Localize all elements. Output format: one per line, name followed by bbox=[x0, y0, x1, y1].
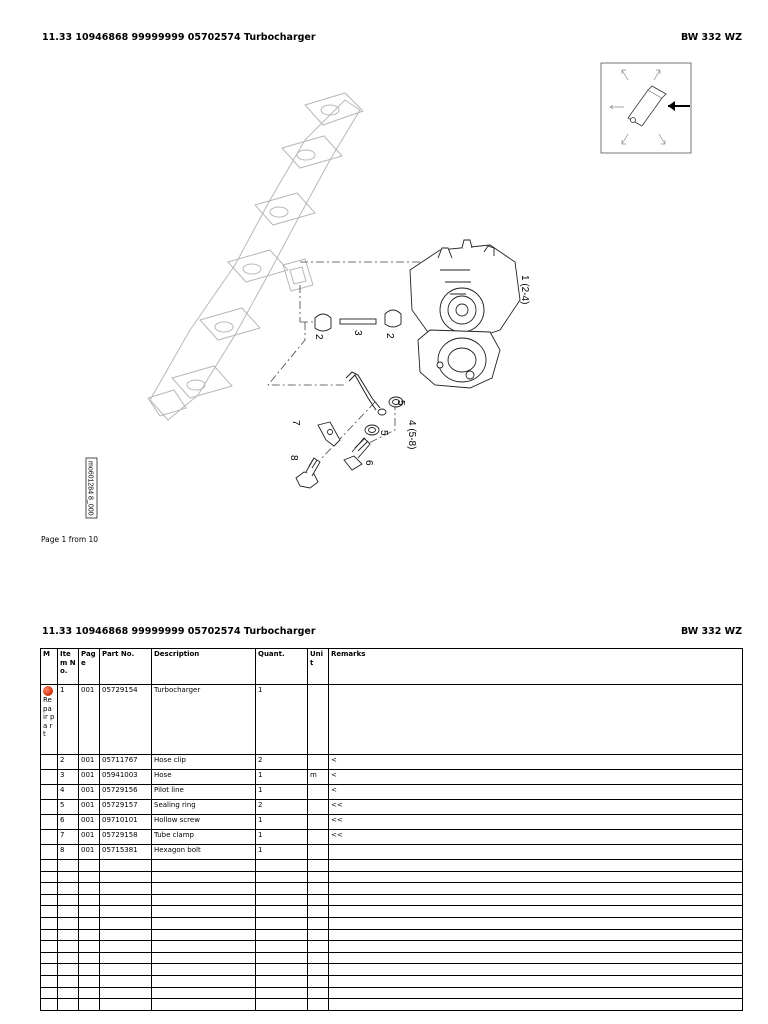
empty-cell bbox=[152, 871, 256, 883]
description-cell: Hose bbox=[152, 770, 256, 785]
empty-cell bbox=[152, 999, 256, 1011]
description-cell: Hose clip bbox=[152, 755, 256, 770]
hexagon-bolt-part bbox=[296, 458, 320, 488]
callout-label: 4 (5-8) bbox=[406, 420, 417, 450]
empty-cell bbox=[41, 941, 58, 953]
empty-cell bbox=[256, 964, 308, 976]
empty-cell bbox=[79, 941, 100, 953]
empty-cell bbox=[152, 883, 256, 895]
unit-cell: m bbox=[308, 770, 329, 785]
empty-cell bbox=[329, 987, 743, 999]
callout-label: 7 bbox=[290, 420, 301, 426]
description-cell: Turbocharger bbox=[152, 685, 256, 755]
empty-cell bbox=[58, 883, 79, 895]
unit-cell bbox=[308, 685, 329, 755]
drawing-id bbox=[86, 458, 97, 518]
empty-cell bbox=[79, 929, 100, 941]
header-title: 11.33 10946868 99999999 05702574 Turbocharger bbox=[42, 626, 316, 637]
empty-cell bbox=[58, 999, 79, 1011]
m-cell bbox=[41, 770, 58, 785]
empty-table-row bbox=[41, 894, 743, 906]
part-no-cell: 05941003 bbox=[100, 770, 152, 785]
column-header: Uni t bbox=[308, 649, 329, 685]
empty-cell bbox=[308, 917, 329, 929]
empty-cell bbox=[58, 906, 79, 918]
empty-cell bbox=[100, 929, 152, 941]
empty-cell bbox=[256, 941, 308, 953]
m-cell bbox=[41, 845, 58, 860]
empty-table-row bbox=[41, 999, 743, 1011]
empty-cell bbox=[79, 860, 100, 872]
m-cell bbox=[41, 785, 58, 800]
empty-cell bbox=[58, 987, 79, 999]
empty-table-row bbox=[41, 964, 743, 976]
empty-cell bbox=[256, 871, 308, 883]
empty-cell bbox=[41, 883, 58, 895]
item-cell: 8 bbox=[58, 845, 79, 860]
page-cell: 001 bbox=[79, 800, 100, 815]
empty-cell bbox=[41, 871, 58, 883]
empty-cell bbox=[329, 975, 743, 987]
empty-cell bbox=[79, 987, 100, 999]
header-model: BW 332 WZ bbox=[680, 32, 742, 43]
empty-cell bbox=[100, 975, 152, 987]
item-cell: 7 bbox=[58, 830, 79, 845]
empty-cell bbox=[152, 860, 256, 872]
callout-label: 6 bbox=[363, 460, 374, 466]
part-no-cell: 05729154 bbox=[100, 685, 152, 755]
empty-cell bbox=[308, 952, 329, 964]
quantity-cell: 2 bbox=[256, 800, 308, 815]
empty-cell bbox=[308, 871, 329, 883]
unit-cell bbox=[308, 830, 329, 845]
parts-table bbox=[40, 648, 743, 1011]
empty-cell bbox=[58, 871, 79, 883]
page-cell: 001 bbox=[79, 755, 100, 770]
page-cell: 001 bbox=[79, 830, 100, 845]
page-cell: 001 bbox=[79, 785, 100, 800]
remarks-cell: << bbox=[329, 800, 743, 815]
table-row bbox=[41, 770, 743, 785]
empty-cell bbox=[256, 975, 308, 987]
empty-cell bbox=[41, 917, 58, 929]
empty-cell bbox=[100, 941, 152, 953]
empty-cell bbox=[41, 906, 58, 918]
item-cell: 3 bbox=[58, 770, 79, 785]
description-cell: Sealing ring bbox=[152, 800, 256, 815]
page-header bbox=[42, 626, 742, 640]
description-cell: Hollow screw bbox=[152, 815, 256, 830]
empty-cell bbox=[308, 929, 329, 941]
empty-cell bbox=[152, 894, 256, 906]
unit-cell bbox=[308, 845, 329, 860]
unit-cell bbox=[308, 800, 329, 815]
callout-label: 8 bbox=[288, 455, 299, 461]
empty-cell bbox=[152, 906, 256, 918]
empty-cell bbox=[100, 894, 152, 906]
description-cell: Pilot line bbox=[152, 785, 256, 800]
empty-cell bbox=[308, 883, 329, 895]
empty-cell bbox=[41, 894, 58, 906]
empty-cell bbox=[58, 975, 79, 987]
description-cell: Hexagon bolt bbox=[152, 845, 256, 860]
quantity-cell: 1 bbox=[256, 830, 308, 845]
empty-cell bbox=[100, 999, 152, 1011]
page-footer: Page 1 from 10 bbox=[41, 535, 99, 544]
page-cell: 001 bbox=[79, 770, 100, 785]
turbocharger-part bbox=[410, 240, 520, 388]
column-header: Description bbox=[152, 649, 256, 685]
table-row bbox=[41, 685, 743, 755]
empty-cell bbox=[308, 941, 329, 953]
empty-cell bbox=[152, 952, 256, 964]
empty-cell bbox=[100, 906, 152, 918]
empty-cell bbox=[256, 917, 308, 929]
quantity-cell: 2 bbox=[256, 755, 308, 770]
quantity-cell: 1 bbox=[256, 685, 308, 755]
pilot-line-part bbox=[346, 372, 380, 410]
table-row bbox=[41, 815, 743, 830]
assembly-lines bbox=[268, 262, 430, 460]
table-header-row bbox=[41, 649, 743, 685]
empty-cell bbox=[329, 906, 743, 918]
empty-cell bbox=[308, 975, 329, 987]
callout-label: 5 bbox=[378, 430, 389, 436]
m-cell bbox=[41, 755, 58, 770]
empty-rows bbox=[41, 860, 743, 1011]
empty-cell bbox=[329, 917, 743, 929]
empty-cell bbox=[58, 929, 79, 941]
empty-cell bbox=[329, 883, 743, 895]
column-header: Part No. bbox=[100, 649, 152, 685]
remarks-cell bbox=[329, 685, 743, 755]
part-no-cell: 05729157 bbox=[100, 800, 152, 815]
empty-cell bbox=[308, 999, 329, 1011]
page-cell: 001 bbox=[79, 845, 100, 860]
empty-cell bbox=[152, 987, 256, 999]
table-row bbox=[41, 800, 743, 815]
empty-cell bbox=[41, 975, 58, 987]
item-cell: 2 bbox=[58, 755, 79, 770]
callout-label: 1 (2-4) bbox=[519, 275, 530, 305]
empty-table-row bbox=[41, 941, 743, 953]
empty-cell bbox=[79, 964, 100, 976]
empty-table-row bbox=[41, 929, 743, 941]
empty-cell bbox=[329, 999, 743, 1011]
empty-cell bbox=[308, 860, 329, 872]
description-cell: Tube clamp bbox=[152, 830, 256, 845]
repair-part-label: Re pa ir pa rt bbox=[43, 696, 55, 738]
table-row bbox=[41, 845, 743, 860]
header-model: BW 332 WZ bbox=[680, 626, 742, 637]
empty-cell bbox=[329, 929, 743, 941]
empty-cell bbox=[79, 906, 100, 918]
empty-cell bbox=[329, 964, 743, 976]
callout-label: 2 bbox=[384, 333, 395, 339]
quantity-cell: 1 bbox=[256, 785, 308, 800]
empty-table-row bbox=[41, 917, 743, 929]
quantity-cell: 1 bbox=[256, 770, 308, 785]
item-cell: 6 bbox=[58, 815, 79, 830]
empty-cell bbox=[58, 860, 79, 872]
header-title: 11.33 10946868 99999999 05702574 Turbocharger bbox=[42, 32, 316, 43]
callout-label: 5 bbox=[395, 400, 406, 406]
item-cell: 4 bbox=[58, 785, 79, 800]
empty-cell bbox=[329, 894, 743, 906]
empty-cell bbox=[308, 964, 329, 976]
m-cell bbox=[41, 800, 58, 815]
empty-cell bbox=[100, 952, 152, 964]
part-no-cell: 05711767 bbox=[100, 755, 152, 770]
empty-cell bbox=[256, 883, 308, 895]
exhaust-manifold bbox=[148, 93, 363, 420]
empty-cell bbox=[41, 987, 58, 999]
empty-cell bbox=[58, 917, 79, 929]
m-cell bbox=[41, 685, 58, 755]
empty-cell bbox=[100, 871, 152, 883]
empty-table-row bbox=[41, 860, 743, 872]
empty-cell bbox=[58, 941, 79, 953]
empty-cell bbox=[79, 952, 100, 964]
empty-cell bbox=[79, 883, 100, 895]
quantity-cell: 1 bbox=[256, 815, 308, 830]
column-header: Pag e bbox=[79, 649, 100, 685]
empty-cell bbox=[100, 964, 152, 976]
item-cell: 1 bbox=[58, 685, 79, 755]
remarks-cell bbox=[329, 845, 743, 860]
table-row bbox=[41, 830, 743, 845]
empty-cell bbox=[152, 929, 256, 941]
empty-cell bbox=[100, 917, 152, 929]
part-no-cell: 05729156 bbox=[100, 785, 152, 800]
empty-cell bbox=[308, 906, 329, 918]
m-cell bbox=[41, 830, 58, 845]
empty-cell bbox=[79, 917, 100, 929]
column-header: Quant. bbox=[256, 649, 308, 685]
empty-cell bbox=[58, 952, 79, 964]
empty-cell bbox=[329, 860, 743, 872]
unit-cell bbox=[308, 815, 329, 830]
empty-cell bbox=[41, 964, 58, 976]
empty-cell bbox=[329, 941, 743, 953]
empty-cell bbox=[152, 917, 256, 929]
empty-cell bbox=[79, 894, 100, 906]
empty-table-row bbox=[41, 987, 743, 999]
empty-cell bbox=[41, 952, 58, 964]
remarks-cell: << bbox=[329, 830, 743, 845]
empty-cell bbox=[79, 975, 100, 987]
empty-cell bbox=[100, 987, 152, 999]
item-cell: 5 bbox=[58, 800, 79, 815]
orientation-view bbox=[601, 63, 691, 153]
empty-cell bbox=[152, 975, 256, 987]
empty-table-row bbox=[41, 883, 743, 895]
drawing-id-text: mo601284 8_000 bbox=[86, 461, 94, 516]
remarks-cell: < bbox=[329, 785, 743, 800]
page-cell: 001 bbox=[79, 685, 100, 755]
empty-cell bbox=[100, 883, 152, 895]
part-no-cell: 05715381 bbox=[100, 845, 152, 860]
unit-cell bbox=[308, 755, 329, 770]
empty-cell bbox=[308, 894, 329, 906]
empty-cell bbox=[308, 987, 329, 999]
empty-table-row bbox=[41, 975, 743, 987]
empty-cell bbox=[58, 894, 79, 906]
repair-part-icon bbox=[43, 686, 53, 696]
hose-clip-parts bbox=[315, 310, 401, 331]
empty-table-row bbox=[41, 952, 743, 964]
empty-table-row bbox=[41, 906, 743, 918]
callout-label: 2 bbox=[313, 334, 324, 340]
empty-cell bbox=[256, 952, 308, 964]
table-row bbox=[41, 755, 743, 770]
empty-cell bbox=[256, 987, 308, 999]
unit-cell bbox=[308, 785, 329, 800]
empty-cell bbox=[152, 941, 256, 953]
part-no-cell: 05729158 bbox=[100, 830, 152, 845]
remarks-cell: < bbox=[329, 770, 743, 785]
empty-cell bbox=[100, 860, 152, 872]
empty-cell bbox=[256, 999, 308, 1011]
column-header: M bbox=[41, 649, 58, 685]
remarks-cell: < bbox=[329, 755, 743, 770]
tube-clamp-part bbox=[318, 422, 340, 446]
empty-cell bbox=[329, 871, 743, 883]
empty-cell bbox=[152, 964, 256, 976]
empty-cell bbox=[256, 894, 308, 906]
part-no-cell: 09710101 bbox=[100, 815, 152, 830]
page-cell: 001 bbox=[79, 815, 100, 830]
empty-table-row bbox=[41, 871, 743, 883]
empty-cell bbox=[58, 964, 79, 976]
quantity-cell: 1 bbox=[256, 845, 308, 860]
empty-cell bbox=[41, 860, 58, 872]
empty-cell bbox=[41, 929, 58, 941]
empty-cell bbox=[256, 860, 308, 872]
empty-cell bbox=[329, 952, 743, 964]
remarks-cell: << bbox=[329, 815, 743, 830]
column-header: Ite m No. bbox=[58, 649, 79, 685]
m-cell bbox=[41, 815, 58, 830]
callout-label: 3 bbox=[352, 330, 363, 336]
table-row bbox=[41, 785, 743, 800]
empty-cell bbox=[79, 999, 100, 1011]
column-header: Remarks bbox=[329, 649, 743, 685]
empty-cell bbox=[256, 929, 308, 941]
empty-cell bbox=[256, 906, 308, 918]
empty-cell bbox=[79, 871, 100, 883]
empty-cell bbox=[41, 999, 58, 1011]
